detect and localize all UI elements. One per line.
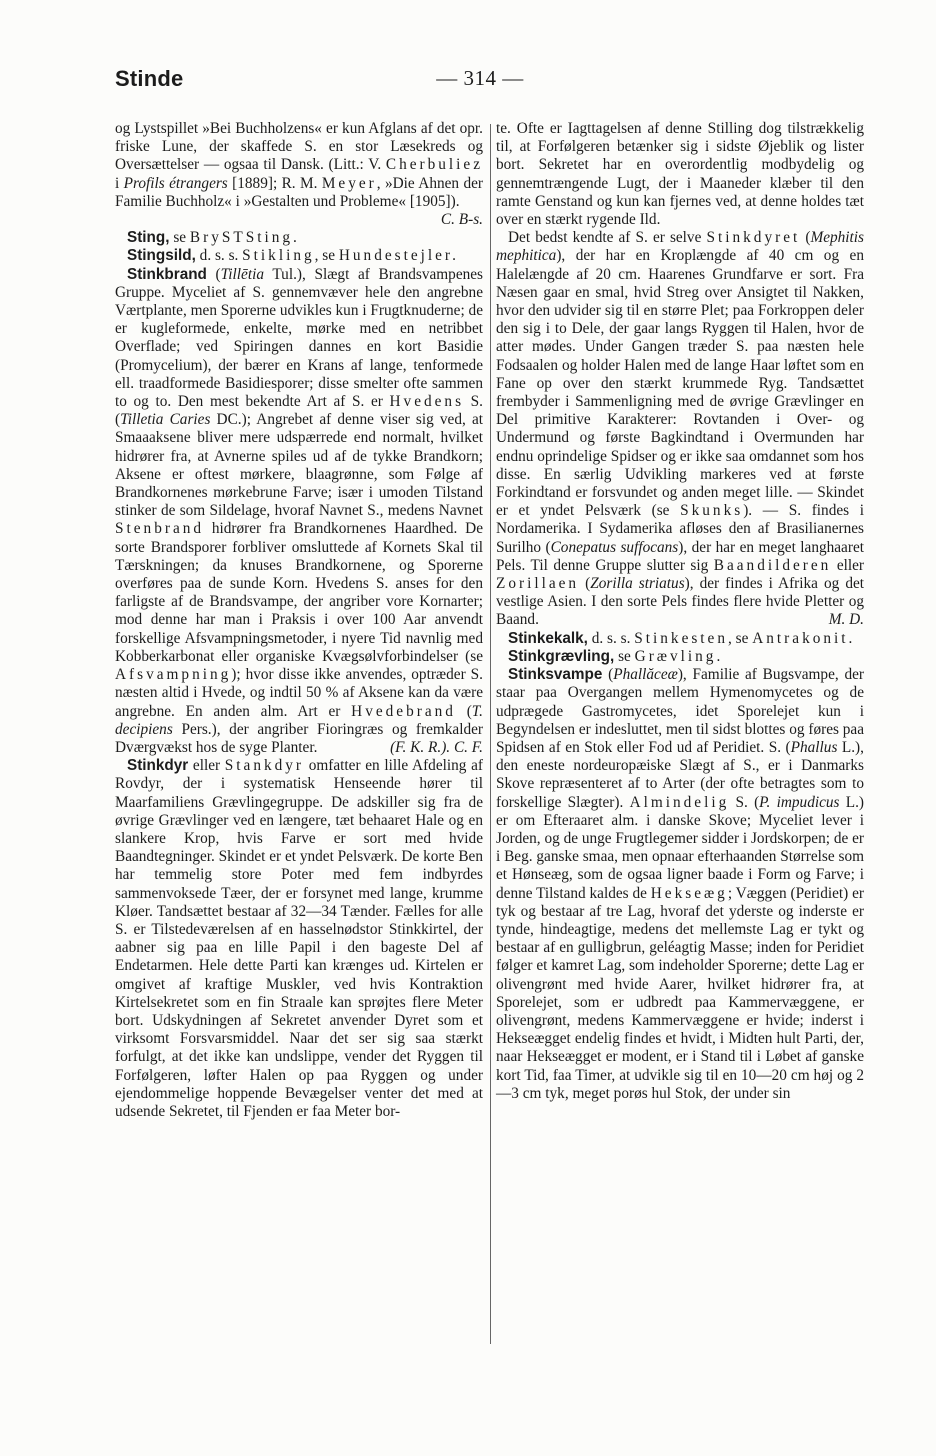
cross-reference: Antrakonit. (752, 629, 856, 647)
cross-reference: Skunks (680, 502, 744, 520)
cross-reference: Stinkesten (634, 629, 729, 647)
running-head-title: Stinde (115, 66, 184, 91)
headword: Stingsild, (127, 247, 196, 265)
entry-stinksvampe: Stinksvampe (Phallăceæ), Familie af Bugsvampe, der staar paa Overgangen mellem Hymenomycetes og de udprægede Gastromycetes, idet Sporelejet kun i Begyndelsen er indesluttet, men til sidst blottes og føres paa Spidsen af en Stok eller Fod ud af Peridiet. S. (Phallus L.), den eneste nordeuropæiske Slægt af S., er i Danmarks Skove repræsenteret af to Arter (der ofte betragtes som to forskellige Slægter). Almindelig S. (P. impudicus L.) er om Efteraaret alm. i danske Skove; Myceliet lever i Jorden, og de unge Frugtlegemer sidder i Jordskorpen; de er i Beg. ganske smaa, men opnaar efterhaanden Størrelse som et Hønseæg, som de ogsaa ligner baade i Form og Farve; i denne Tilstand kaldes de Hekseæg; Væggen (Peridiet) er tyk og bestaar af tre Lag, hvoraf det yderste og inderste er tynde, hindeagtige, medens det mellemste Lag er tykt og bestaar af en gulligbrun, geléagtig Masse; inden for Peridiet følger et kamret Lag, som indeholder Sporerne; dette Lag er olivengrønt med hvide Aarer, hvilket hidrører fra, at Sporelejet, som er udbredt paa Kammervæggene, er olivengrønt, medens Kammervæggene er hvide; inderst i Hekseægget endelig findes et hvidt, i Midten hult Parti, der, naar Hekseægget er modent, er i Stand til i Løbet af ganske kort Tid, faa Timer, at udvikle sig til en 10—20 cm høj og 2—3 cm tyk, meget porøs hul Stok, der under sin (496, 666, 865, 1102)
entry-sting: Sting, se BrySTSting. (127, 229, 300, 247)
right-column (496, 120, 864, 1103)
cross-reference: BrySTSting. (189, 229, 300, 247)
author-signature: C. B-s. (440, 211, 483, 229)
left-column (115, 120, 483, 1121)
entry-stinkdyr: Stinkdyr eller Stankdyr omfatter en lille Afdeling af Rovdyr, der i systematisk Henseende hører til Maarfamiliens Grævlingegruppe. De adskiller sig fra de øvrige Grævlinger ved en længere, tæt behaaret Hale og en slankere Krop, hvis Farve er sort med hvide Baandtegninger. Skindet er et yndet Pelsværk. De korte Ben har temmelig store Poter med fem indbyrdes sammenvoksede Tæer, der er forsynet med lange, krumme Kløer. Tandsættet bestaar af 32—34 Tænder. Fælles for alle S. er Tilstedeværelsen af en hasselnødstor Stinkkirtel, der aabner sig paa en lille Papil i den bageste Del af Endetarmen. Hele dette Parti kan krænges ud. Kirtelen er omgivet af kraftige Muskler, ved hvis Kontraktion Kirtelsekretet som en fin Straale kan sprøjtes flere Meter bort. Udskydningen af Sekretet anvender Dyret som et virksomt Forsvarsmiddel. Naar det ser sig saa stærkt forfulgt, at det ikke kan undslippe, vender det Ryggen til Forfølgeren, løfter Halen op paa Ryggen og under ejendommelige hoppende Bevægelser venter det med at udsende Sekretet, til Fjenden er faa Meter bor- (115, 757, 483, 1120)
entry-stinkekalk: Stinkekalk, d. s. s. Stinkesten, se Antrakonit. (508, 629, 856, 647)
column-divider (490, 124, 491, 1344)
author-signature: M. D. (828, 611, 864, 629)
page-number: — 314 — (436, 66, 524, 90)
paragraph-stinkdyret: Det bedst kendte af S. er selve Stinkdyret (Mephitis mephitica), der har en Kroplængde af 40 cm og en Halelængde af 20 cm. Haarenes Grundfarve er sort. Fra Næsen gaar en smal, hvid Streg over Ansigtet til Nakken, hvor den udvider sig til en større Plet; paa Forkroppen deler den sig i to Dele, der gaar langs Ryggen til Halen, hvor de atter mødes. Under Gangen træder S. paa næsten hele Fodsaalen og holder Halen med de lange Haar løftet som en Fane op over den stærkt krummede Ryg. Tandsættet frembyder i Sammenligning med de øvrige Grævlinger en Del primitive Karakterer: Rovtanden i Over- og Undermund og første Bagkindtand i Overmunden har endnu oprindelige Spidser og er ikke saa omdannet som hos disse. En særlig Udvikling markeres ved at første Forkindtand er forsvundet og anden meget lille. — Skindet er et yndet Pelsværk (se Skunks). — S. findes i Nordamerika. I Sydamerika afløses den af Brasilianernes Surilho (Conepatus suffocans), der har en meget langhaaret Pels. Til denne Gruppe slutter sig Baandilderen eller Zorillaen (Zorilla striatus), der findes i Afrika og det vestlige Asien. I den sorte Pels findes flere hvide Pletter og Baand. M. D. (496, 229, 865, 629)
headword: Stinkdyr (127, 757, 189, 775)
headword: Stinkekalk, (508, 629, 588, 647)
headword: Stinkgrævling, (508, 647, 615, 665)
headword: Sting, (127, 229, 170, 247)
headword: Stinksvampe (508, 666, 603, 684)
author-signature: (F. K. R.). C. F. (390, 738, 483, 756)
cross-reference: Hundestejler. (338, 247, 459, 265)
entry-stinkgraevling: Stinkgrævling, se Grævling. (508, 647, 724, 665)
continuation-paragraph: og Lystspillet »Bei Buchholzens« er kun Afglans af det opr. friske Lune, der skaffede S. en stor Læsekreds og Oversættelser — ogsaa til Dansk. (Litt.: V. Cherbuliez i Profils étrangers [1889]; R. M. Meyer, »Die Ahnen der Familie Buchholz« i »Gestalten und Probleme« [1905]). C. B-s. (115, 120, 483, 229)
entry-stingsild: Stingsild, d. s. s. Stikling, se Hundestejler. (127, 247, 459, 265)
cross-reference: Grævling. (634, 647, 724, 665)
cross-reference: Afsvampning (115, 666, 232, 684)
continuation-paragraph: te. Ofte er Iagttagelsen af denne Stilling dog tilstrækkelig til, at Forfølgeren betænker sig i sidste Øjeblik og lister bort. Sekretet har en overordentlig modbydelig og gennemtrængende Lugt, der i Maaneder klæber til den ramte Genstand og kun kan fjernes ved, at denne holdes tæt over en stærkt rygende Ild. (496, 120, 864, 229)
cross-reference: Stikling (242, 247, 315, 265)
headword: Stinkbrand (127, 265, 207, 283)
entry-stinkbrand: Stinkbrand (Tillētia Tul.), Slægt af Brandsvampenes Gruppe. Myceliet af S. gennemvæver hele den angrebne Værtplante, men Sporerne udvikles kun i Frugtknuderne; de er kugleformede, enkelte, mørke med en netribbet Overflade; ved Spiringen dannes en kort Basidie (Promycelium), der bærer en Krans af lange, tenformede ell. traadformede Basidiesporer; disse smelter ofte sammen to og to. Den mest bekendte Art af S. er Hvedens S. (Tilletia Caries DC.); Angrebet af denne viser sig ved, at Smaaaksene bliver mere udspærrede end normalt, hvilket hidrører fra, at Avnerne spiles ud af de tykke Brandkorn; Aksene er oftest mørkere, blaagrønne, som Følge af Brandkornenes mørkebrune Farve; især i umoden Tilstand stinker de som Sildelage, hvoraf Navnet S., medens Navnet Stenbrand hidrører fra Brandkornenes Haardhed. De sorte Brandsporer forbliver omsluttede af Kornets Skal til Tærskningen; da knuses Brandkornene, og Sporerne overføres paa de sunde Korn. Hvedens S. anses for den farligste af de Brandsvampe, der angriber vore Kornarter; mod denne har man i Praksis i over 100 Aar anvendt forskellige Afsvampningsmetoder, i nyere Tid navnlig med Kobberkarbonat eller organiske Kvægsølvforbindelser (se Afsvampning); hvor disse ikke anvendes, optræder S. næsten altid i Hvede, og indtil 50 % af Aksene kan da være angrebne. En anden alm. Art er Hvedebrand (T. decipiens Pers.), der angriber Fioringræs og fremkalder Dværgvækst hos de syge Planter. (F. K. R.). C. F. (115, 265, 483, 756)
